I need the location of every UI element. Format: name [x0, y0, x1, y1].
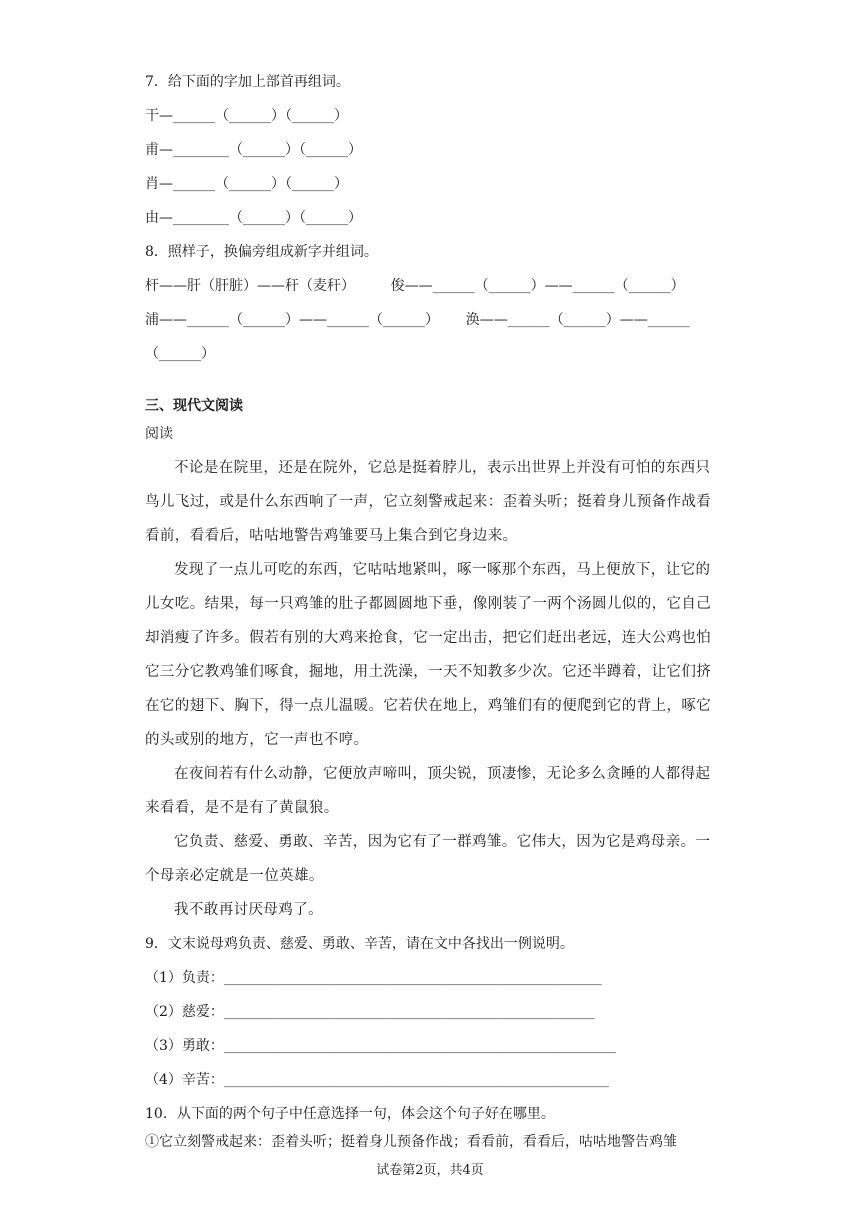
q8-title: 8．照样子，换偏旁组成新字并组词。 [145, 244, 378, 260]
passage-line: 在夜间若有什么动静，它便放声啼叫，顶尖锐，顶凄惨，无论多么贪睡的人都得起 [174, 766, 711, 782]
q7-title: 7．给下面的字加上部首再组词。 [145, 74, 350, 90]
q7-row-4[interactable]: 由—________（______）（______） [145, 210, 362, 226]
q10-item-1: ①它立刻警戒起来：歪着头听；挺着身儿预备作战；看看前，看看后，咕咕地警告鸡雏 [145, 1134, 677, 1150]
q10-title: 10．从下面的两个句子中任意选择一句，体会这个句子好在哪里。 [145, 1106, 555, 1122]
q9-answer-1[interactable]: （1）负责：______________________________________________________ [145, 970, 602, 986]
passage-line: 个母亲必定就是一位英雄。 [145, 868, 324, 884]
q7-row-1[interactable]: 干—______（______）（______） [145, 108, 348, 124]
q9-answer-2[interactable]: （2）慈爱：_____________________________________________________ [145, 1004, 595, 1020]
passage-line: 发现了一点儿可吃的东西，它咕咕地紧叫，啄一啄那个东西，马上便放下，让它的 [174, 562, 711, 578]
passage-line: 来看看，是不是有了黄鼠狼。 [145, 800, 339, 816]
section-heading: 三、现代文阅读 [145, 398, 243, 414]
section-subheading: 阅读 [145, 426, 173, 442]
passage-line: 鸟儿飞过，或是什么东西响了一声，它立刻警戒起来：歪着头听；挺着身儿预备作战看 [145, 494, 712, 510]
q7-row-3[interactable]: 肖—______（______）（______） [145, 176, 348, 192]
passage-line: 看前，看看后，咕咕地警告鸡雏要马上集合到它身边来。 [145, 528, 518, 544]
q8-line-2[interactable]: 浦——______（______）——______（______） 涣——______（______）——______ [145, 312, 690, 328]
q8-line-3[interactable]: （______） [145, 346, 215, 362]
q8-line-1[interactable]: 杆——肝（肝脏）——秆（麦秆） 俊——______（______）——______（______） [145, 278, 685, 294]
passage-line: 它负责、慈爱、勇敢、辛苦，因为它有了一群鸡雏。它伟大，因为它是鸡母亲。一 [174, 834, 711, 850]
passage-line: 在它的翅下、胸下，得一点儿温暖。它若伏在地上，鸡雏们有的便爬到它的背上，啄它 [145, 698, 712, 714]
passage-line: 我不敢再讨厌母鸡了。 [174, 902, 323, 918]
q9-answer-3[interactable]: （3）勇敢：________________________________________________________ [145, 1038, 616, 1054]
passage-line: 却消瘦了许多。假若有别的大鸡来抢食，它一定出击，把它们赶出老远，连大公鸡也怕 [145, 630, 712, 646]
passage-line: 儿女吃。结果，每一只鸡雏的肚子都圆圆地下垂，像刚装了一两个汤圆儿似的，它自己 [145, 596, 712, 612]
q7-row-2[interactable]: 甫—________（______）（______） [145, 142, 362, 158]
page-footer: 试卷第2页，共4页 [376, 1163, 484, 1178]
passage-line: 不论是在院里，还是在院外，它总是挺着脖儿，表示出世界上并没有可怕的东西只 [174, 460, 711, 476]
q9-answer-4[interactable]: （4）辛苦：_______________________________________________________ [145, 1072, 609, 1088]
passage-line: 的头或别的地方，它一声也不哼。 [145, 732, 369, 748]
passage-line: 它三分它教鸡雏们啄食，掘地，用土洗澡，一天不知教多少次。它还半蹲着，让它们挤 [145, 664, 712, 680]
q9-title: 9．文末说母鸡负责、慈爱、勇敢、辛苦，请在文中各找出一例说明。 [145, 936, 574, 952]
